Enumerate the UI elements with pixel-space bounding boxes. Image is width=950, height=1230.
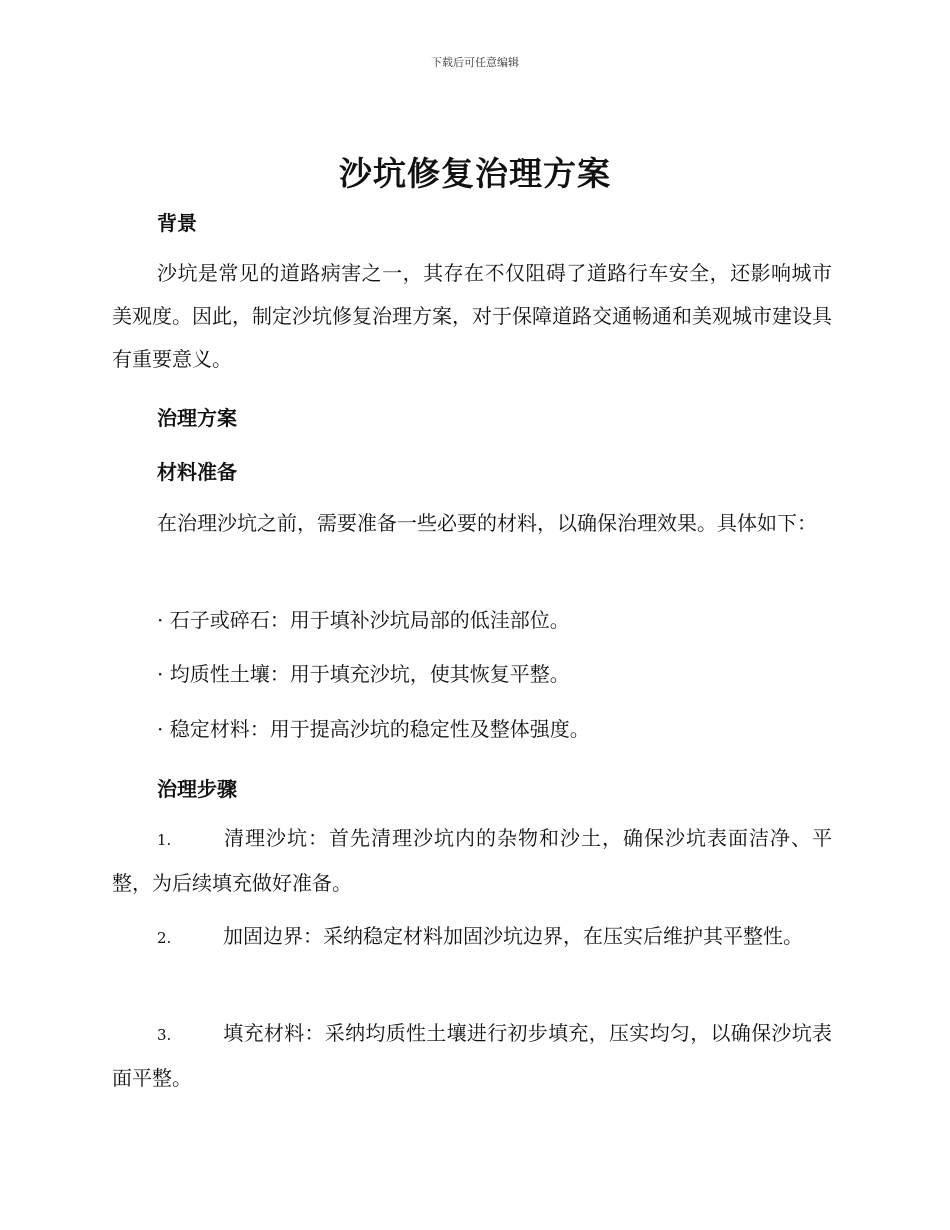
materials-heading: 材料准备 xyxy=(157,460,237,484)
background-heading: 背景 xyxy=(157,211,197,235)
steps-heading: 治理步骤 xyxy=(157,777,237,801)
header-note: 下载后可任意编辑 xyxy=(431,56,519,69)
material-item-soil: · 均质性土壤：用于填充沙坑，使其恢复平整。 xyxy=(157,662,570,686)
step-text: 加固边界：采纳稳定材料加固沙坑边界，在压实后维护其平整性。 xyxy=(223,924,803,948)
step-number: 3. xyxy=(157,1026,172,1044)
step-item-3 xyxy=(112,1012,832,1100)
step-item-2 xyxy=(112,915,832,960)
step-number: 1. xyxy=(157,831,172,849)
materials-intro-paragraph: 在治理沙坑之前，需要准备一些必要的材料，以确保治理效果。具体如下： xyxy=(157,511,817,535)
document-title: 沙坑修复治理方案 xyxy=(339,154,611,193)
step-text: 清理沙坑：首先清理沙坑内的杂物和沙土，确保沙坑表面洁净、平整，为后续填充做好准备。 xyxy=(112,826,832,895)
material-item-stones: · 石子或碎石：用于填补沙坑局部的低洼部位。 xyxy=(157,608,570,632)
material-item-stabilizer: · 稳定材料：用于提高沙坑的稳定性及整体强度。 xyxy=(157,717,590,741)
plan-heading: 治理方案 xyxy=(157,406,237,430)
step-text: 填充材料：采纳均质性土壤进行初步填充，压实均匀，以确保沙坑表面平整。 xyxy=(112,1021,832,1090)
step-number: 2. xyxy=(157,929,172,947)
step-item-1 xyxy=(112,817,832,905)
background-paragraph: 沙坑是常见的道路病害之一，其存在不仅阻碍了道路行车安全，还影响城市美观度。因此，制定沙坑修复治理方案，对于保障道路交通畅通和美观城市建设具有重要意义。 xyxy=(112,261,832,371)
